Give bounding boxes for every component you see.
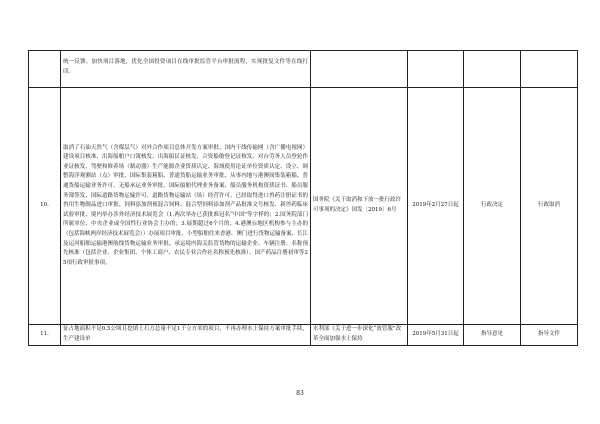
row-content: 征占地面积不足0.5公顷且挖填土石方总量不足1千立方米的项目，不再办理水土保持方案审批手续，生产建设单 bbox=[61, 325, 311, 346]
table-row bbox=[29, 325, 578, 346]
row-number bbox=[29, 51, 61, 88]
row-date: 2019年2月27日起 bbox=[408, 88, 464, 325]
row-method bbox=[521, 51, 578, 88]
row-type bbox=[464, 51, 521, 88]
table-row bbox=[29, 51, 578, 88]
row-content bbox=[61, 51, 311, 88]
row-basis: 国务院《关于取消和下放一批行政许可事项的决定》国发〔2019〕6号 bbox=[311, 88, 408, 325]
row-method: 行政取消 bbox=[521, 88, 578, 325]
row-date bbox=[408, 51, 464, 88]
row-date: 2019年5月31日起 bbox=[408, 325, 464, 346]
row-number: 10. bbox=[29, 88, 61, 325]
row-basis: 水利部《关于进一步深化“放管服”改革全面加强水土保持 bbox=[311, 325, 408, 346]
page-number: 83 bbox=[296, 390, 304, 397]
row-content-text: 统一反馈。加快项目落地，优化全国投资项目在线审批监管平台审批流程，实现批复文件等在线打印。 bbox=[63, 59, 308, 75]
row-number: 11. bbox=[29, 325, 61, 346]
policy-table bbox=[28, 50, 578, 346]
row-content: 取消了石油天然气（含煤层气）对外合作项目总体开发方案审批、国内干线传输网（含广播电视网）建设项目核准、出海船舶户口簿核发、出海船民证核发、合资船舶登记证核发、对台劳务人员登轮作业证核发、驾驶和修养场（制动器）生产能源企业资质认定、海域使用论证单位资质认定、设立、调整海洋观测站（点）审批、国际集装箱船、普通货船运输业务审批、从事内地与港澳间集装箱船、普通货船运输业务许可、无船承运业务审批、国际船舶代理业务备案、船员服务机构资质证书、船员服务簿签发、国际道路货物运输许可、道路货物运输站（场）经营许可、已经取得进口兽药注册证书的兽用生物制品进口审批、饲料添加剂预混合饲料、混合型饲料添加剂产品批准文号核发、新兽药临床试验审批、境内举办涉外经济技术展览会（1.两次举办已获批准冠名“中国”等字样的；2.国务院部门所属单位、中央企业或全国性行业协会主办的；3.展期超过6个月的；4.港澳台地区机构参与主办的（包括海峡两岸经济技术展览会））办展项目审批、小型船舶往来香港、澳门进行货物运输备案、长江及运河船舶运输港澳航线货物运输业务审批、承运境内海关监管货物的运输企业、车辆注册、名称预先核准（包括企业、企业集团、个体工商户、农民专业合作社名称预先核准）、国产药品注册初审等25项行政审批事项。 bbox=[61, 88, 311, 325]
row-basis bbox=[311, 51, 408, 88]
row-type: 行政决定 bbox=[464, 88, 521, 325]
table-row bbox=[29, 88, 578, 325]
row-method: 指导文件 bbox=[521, 325, 578, 346]
row-type: 指导意见 bbox=[464, 325, 521, 346]
